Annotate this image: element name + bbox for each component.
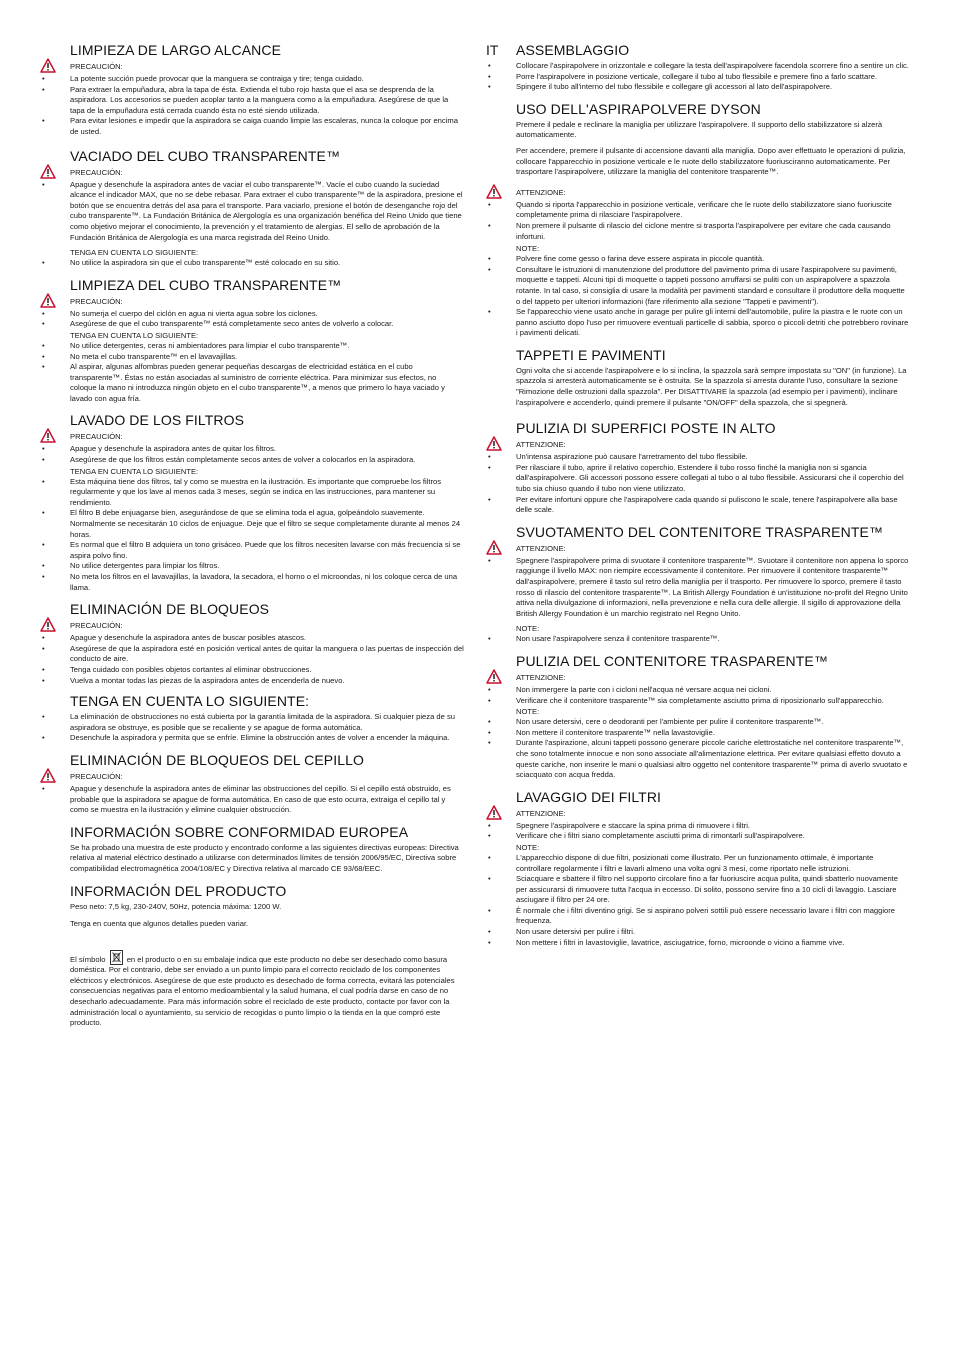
list-item: • El filtro B debe enjuagarse bien, asegurándose de que se elimina toda el agua, golpeándolo suavemente. Normalmente se necesitarán 10 ciclos de enjuague. Deje que el filtro se seque completamente durante al menos 24 horas. xyxy=(40,508,465,540)
caution-label: PRECAUCIÓN: xyxy=(70,62,123,71)
list-item: • Apague y desenchufe la aspiradora antes de quitar los filtros. xyxy=(40,444,465,455)
list-item: • Quando si riporta l'apparecchio in posizione verticale, verificare che le ruote dello stabilizzatore siano fuoriuscite completamente prima di rilasciare l'aspirapolvere. xyxy=(486,200,910,221)
paragraph: Peso neto: 7,5 kg, 230-240V, 50Hz, potencia máxima: 1200 W. xyxy=(70,901,282,911)
list-item: • Durante l'aspirazione, alcuni tappeti possono generare piccole cariche elettrostatiche nel contenitore trasparente™, che sono totalmente innocue e non sono associate all'alimentazione elettrica. Per evitare qualsiasi effetto dovuto a queste cariche, non inserire le mani o qualsiasi altro oggetto nel contenitore trasparente™ prima di averlo svuotato e sciacquato con acqua fredda. xyxy=(486,738,910,780)
section-lavado-filtros xyxy=(40,412,465,593)
list-item: • Non usare detersivi per pulire i filtri. xyxy=(486,927,910,938)
weee-paragraph xyxy=(70,950,465,1029)
list-item: • Apague y desenchufe la aspiradora antes de vaciar el cubo transparente™. Vacíe el cubo cuando la suciedad alcance el indicador MAX, que no se debe rebasar. Para extraer el cubo transparente™ de la aspiradora, presione el botón que se encuentra detrás del asa para el transporte. Para vaciarlo, presione el botón de desenganche rojo del cubo transparente™. La Fundación Británica de Alergología es una organización benéfica del Reino Unido que tiene como objetivo mejorar el conocimiento, la prevención y el tratamiento de alergias. El sello de aprobación de la Fundación Británica de Alergología es una marca registrada del Reino Unido. xyxy=(40,180,465,244)
warning-triangle-icon xyxy=(486,540,502,555)
warning-triangle-icon xyxy=(486,669,502,684)
list-item: • Vuelva a montar todas las piezas de la aspiradora antes de encenderla de nuevo. xyxy=(40,676,465,687)
note-label: TENGA EN CUENTA LO SIGUIENTE: xyxy=(70,466,199,476)
list-item: • Tenga cuidado con posibles objetos cortantes al eliminar obstrucciones. xyxy=(40,665,465,676)
section-title: TAPPETI E PAVIMENTI xyxy=(516,346,666,363)
list-item: • Apague y desenchufe la aspiradora antes de eliminar las obstrucciones del cepillo. Si el cepillo está obstruido, es probable que la aspiradora se apague de forma automática. En caso de que esto ocurra, extraiga el cepillo tal y como se muestra en la ilustración y elimine cualquier obstrucción. xyxy=(40,784,465,816)
list-item: • Un'intensa aspirazione può causare l'arretramento del tubo flessibile. xyxy=(486,452,910,463)
list-item: • Asegúrese de que la aspiradora esté en posición vertical antes de quitar la manguera o las puertas de inspección del conducto de aire. xyxy=(40,644,465,665)
bullet-list xyxy=(40,309,465,330)
section-title: PULIZIA DEL CONTENITORE TRASPARENTE™ xyxy=(516,652,828,669)
bullet-list xyxy=(486,200,910,242)
spanish-column xyxy=(40,42,465,1034)
paragraph: Ogni volta che si accende l'aspirapolvere e lo si inclina, la spazzola sarà sempre impostata su "ON" (in funzione). La spazzola si arresterà automaticamente se è ostruita. Se la spazzola si arresta durante l'uso, consultare la sezione "Rimozione delle ostruzioni dalla spazzola". Per DISATTIVARE la spazzola (ad esempio per i pavimenti), inclinare l'aspirapolvere e accenderlo, quindi premere il pulsante "ON/OFF" della spazzola, che si spegnerà. xyxy=(516,365,907,407)
note-list xyxy=(486,717,910,781)
section-bloqueos-cepillo xyxy=(40,752,465,816)
note-label: TENGA EN CUENTA LO SIGUIENTE: xyxy=(70,248,199,258)
section-lavaggio-filtri xyxy=(486,789,910,949)
bullet-list xyxy=(40,712,465,744)
list-item: • No sumerja el cuerpo del ciclón en agua ni vierta agua sobre los ciclones. xyxy=(40,309,465,320)
list-item: • Non usare l'aspirapolvere senza il contenitore trasparente™. xyxy=(486,634,910,645)
section-title: ASSEMBLAGGIO xyxy=(516,42,630,58)
section-title: SVUOTAMENTO DEL CONTENITORE TRASPARENTE™ xyxy=(516,523,884,540)
list-item: • Para evitar lesiones e impedir que la aspiradora se caiga cuando limpie las escaleras, nunca la coloque por encima de usted. xyxy=(40,116,465,137)
warning-triangle-icon xyxy=(486,184,502,199)
bullet-list xyxy=(40,444,465,465)
caution-label: PRECAUCIÓN: xyxy=(70,621,123,631)
crossed-bin-icon xyxy=(110,950,123,965)
list-item: • Verificare che il contenitore trasparente™ sia completamente asciutto prima di riposizionarlo sull'apparecchio. xyxy=(486,696,910,707)
section-uso xyxy=(486,101,910,339)
list-item: • Spegnere l'aspirapolvere prima di svuotare il contenitore trasparente™. Svuotare il contenitore non appena lo sporco raggiunge il livello MAX: non riempire eccessivamente il contenitore. Per rimuovere il contenitore trasparente™ dall'aspirapolvere, premere il tasto sul retro della maniglia per il trasporto. Per rimuovere lo sporco, premere il tasto rosso di rilascio del contenitore trasparente™. La British Allergy Foundation è un'istituzione no-profit del Regno Unito attiva nella divulgazione di informazioni, nella prevenzione e nella cura delle allergie. Il sigillo di approvazione della British Allergy Foundation è un marchio registrato nel Regno Unito. xyxy=(486,556,910,620)
warning-triangle-icon xyxy=(40,164,56,179)
note-label: NOTE: xyxy=(516,842,540,852)
section-pulizia-contenitore xyxy=(486,653,910,781)
list-item: • Non mettere i filtri in lavastoviglie, lavatrice, asciugatrice, forno, microonde o vicino a fiamme vive. xyxy=(486,938,910,949)
bullet-list xyxy=(486,821,910,842)
section-vaciado xyxy=(40,148,465,269)
list-item: • No meta los filtros en el lavavajillas, la lavadora, la secadora, el horno o el microondas, ni los coloque cerca de una llama. xyxy=(40,572,465,593)
note-label: TENGA EN CUENTA LO SIGUIENTE: xyxy=(70,330,199,340)
caution-label: PRECAUCIÓN: xyxy=(70,771,123,781)
caution-label: ATTENZIONE: xyxy=(516,187,566,197)
paragraph: Se ha probado una muestra de este producto y encontrado conforme a las siguientes directivas europeas: Directiva relativa al material eléctrico destinado a utilizarse con determinados límites de tensión 2006/95/EC, Directiva sobre compatibilidad electromagnética 2004/108/EC y Directiva relativa al marcado CE 93/68/EEC. xyxy=(70,842,459,873)
section-title: PULIZIA DI SUPERFICI POSTE IN ALTO xyxy=(516,420,776,437)
list-item: • Porre l'aspirapolvere in posizione verticale, collegare il tubo al tubo flessibile e premere fino a farlo scattare. xyxy=(486,72,910,83)
note-list xyxy=(40,477,465,594)
section-title: USO DELL'ASPIRAPOLVERE DYSON xyxy=(516,100,761,117)
section-title: LIMPIEZA DEL CUBO TRANSPARENTE™ xyxy=(70,276,342,293)
list-item: • Para extraer la empuñadura, abra la tapa de ésta. Extienda el tubo rojo hasta que el asa se desprenda de la aspiradora. Los accesorios se pueden acoplar tanto a la manguera como a la empuñadura. Asegúrese de que la tapa de la empuñadura está cerrada cuando ésta no esté siendo utilizada. xyxy=(40,85,465,117)
section-title: ELIMINACIÓN DE BLOQUEOS DEL CEPILLO xyxy=(70,751,364,768)
section-tenga-cuenta xyxy=(40,693,465,744)
paragraph: Premere il pedale e reclinare la maniglia per utilizzare l'aspirapolvere. Il supporto dello stabilizzatore si alzerà automaticamente. xyxy=(516,119,883,140)
list-item: • Esta máquina tiene dos filtros, tal y como se muestra en la ilustración. Es importante que compruebe los filtros regularmente y que los lave al menos cada 3 meses, según se indica en las instrucciones, para mantener su rendimiento. xyxy=(40,477,465,509)
list-item: • Asegúrese de que los filtros están completamente secos antes de volver a colocarlos en la aspiradora. xyxy=(40,455,465,466)
bullet-list xyxy=(40,74,465,138)
list-item: • Es normal que el filtro B adquiera un tono grisáceo. Puede que los filtros necesiten lavarse con más frecuencia si se aspira polvo fino. xyxy=(40,540,465,561)
list-item: • La potente succión puede provocar que la manguera se contraiga y tire; tenga cuidado. xyxy=(40,74,465,85)
warning-triangle-icon xyxy=(40,617,56,632)
bullet-list xyxy=(486,61,910,93)
note-label: NOTE: xyxy=(516,624,540,634)
section-title: VACIADO DEL CUBO TRANSPARENTE™ xyxy=(70,147,341,164)
list-item: • No meta el cubo transparente™ en el lavavajillas. xyxy=(40,352,465,363)
list-item: • No utilice detergentes, ceras ni ambientadores para limpiar el cubo transparente™. xyxy=(40,341,465,352)
caution-label: ATTENZIONE: xyxy=(516,672,566,682)
language-tag: IT xyxy=(486,42,499,58)
list-item: • Sciacquare e sbattere il filtro nel supporto circolare fino a far fuoriuscire acqua pulita, quindi sbatterlo nuovamente per assicurarsi di rimuovere tutta l'acqua in eccesso. Di solito, possono servire fino a 10 cicli di lavaggio. Lasciare asciugare il filtro per 24 ore. xyxy=(486,874,910,906)
bullet-list xyxy=(486,685,910,706)
section-limpieza-cubo xyxy=(40,277,465,405)
list-item: • Non immergere la parte con i cicloni nell'acqua né versare acqua nei cicloni. xyxy=(486,685,910,696)
note-label: NOTE: xyxy=(516,244,540,254)
italian-column xyxy=(486,42,910,948)
list-item: • Spingere il tubo all'interno del tubo flessibile e collegare gli accessori al lato dell'aspirapolvere. xyxy=(486,82,910,93)
paragraph: Per accendere, premere il pulsante di accensione davanti alla maniglia. Dopo aver effettuato le operazioni di pulizia, collocare l'apparecchio in posizione verticale e le ruote dello stabilizzatore fuoriusciranno automaticamente. Per trasportare l'aspirapolvere, utilizzare la maniglia del contenitore trasparente™. xyxy=(516,145,906,177)
section-conformidad xyxy=(40,824,465,875)
list-item: • Polvere fine come gesso o farina deve essere aspirata in piccole quantità. xyxy=(486,254,910,265)
section-superfici xyxy=(486,420,910,516)
list-item: • Non premere il pulsante di rilascio del ciclone mentre si trasporta l'aspirapolvere per evitare che cada causando infortuni. xyxy=(486,221,910,242)
section-svuotamento xyxy=(486,524,910,645)
section-title: LIMPIEZA DE LARGO ALCANCE xyxy=(70,42,282,58)
caution-label: ATTENZIONE: xyxy=(516,543,566,553)
warning-triangle-icon xyxy=(486,805,502,820)
list-item: • L'apparecchio dispone di due filtri, posizionati come illustrato. Per un funzionamento ottimale, è importante controllare regolarmente i filtri e lavarli almeno una volta ogni 3 mesi, come riportato nelle istruzioni. xyxy=(486,853,910,874)
paragraph: Tenga en cuenta que algunos detalles pueden variar. xyxy=(70,919,249,929)
bullet-list xyxy=(40,633,465,686)
list-item: • No utilice la aspiradora sin que el cubo transparente™ esté colocado en su sitio. xyxy=(40,258,465,269)
section-title: LAVADO DE LOS FILTROS xyxy=(70,412,245,429)
list-item: • Desenchufe la aspiradora y permita que se enfríe. Elimine la obstrucción antes de volver a encender la máquina. xyxy=(40,733,465,744)
warning-triangle-icon xyxy=(486,436,502,451)
list-item: • Per evitare infortuni oppure che l'aspirapolvere cada quando si puliscono le scale, tenere l'aspirapolvere alla base delle scale. xyxy=(486,495,910,516)
caution-label: ATTENZIONE: xyxy=(516,440,566,450)
bullet-list xyxy=(486,556,910,620)
list-item: • È normale che i filtri diventino grigi. Se si aspirano polveri sottili può essere necessario lavare i filtri con maggiore frequenza. xyxy=(486,906,910,927)
warning-triangle-icon xyxy=(40,58,56,73)
list-item: • Spegnere l'aspirapolvere e staccare la spina prima di rimuovere i filtri. xyxy=(486,821,910,832)
section-largo-alcance xyxy=(40,42,465,138)
list-item: • La eliminación de obstrucciones no está cubierta por la garantía limitada de la aspiradora. Si cualquier pieza de su aspiradora se obstruye, es posible que se recaliente y se apague de forma automática. xyxy=(40,712,465,733)
list-item: • Al aspirar, algunas alfombras pueden generar pequeñas descargas de electricidad estática en el cubo transparente™. Éstas no están asociadas al suministro de corriente eléctrica. Para minimizar sus efectos, no coloque la mano ni introduzca ningún objeto en el cubo transparente™, a menos que primero lo haya vaciado y lavado con agua fría. xyxy=(40,362,465,404)
section-assemblaggio xyxy=(486,42,910,93)
warning-triangle-icon xyxy=(40,428,56,443)
caution-label: PRECAUCIÓN: xyxy=(70,296,123,306)
list-item: • Apague y desenchufe la aspiradora antes de buscar posibles atascos. xyxy=(40,633,465,644)
list-item: • No utilice detergentes para limpiar los filtros. xyxy=(40,561,465,572)
section-title: ELIMINACIÓN DE BLOQUEOS xyxy=(70,601,270,618)
warning-triangle-icon xyxy=(40,768,56,783)
note-list xyxy=(486,853,910,948)
caution-label: ATTENZIONE: xyxy=(516,808,566,818)
note-list xyxy=(40,258,465,269)
list-item: • Non mettere il contenitore trasparente™ nella lavastoviglie. xyxy=(486,728,910,739)
section-title: INFORMACIÓN DEL PRODUCTO xyxy=(70,882,287,899)
section-tappeti xyxy=(486,347,910,408)
section-title: LAVAGGIO DEI FILTRI xyxy=(516,788,662,805)
bullet-list xyxy=(486,452,910,516)
caution-label: PRECAUCIÓN: xyxy=(70,432,123,442)
list-item: • Verificare che i filtri siano completamente asciutti prima di rimontarli sull'aspirapolvere. xyxy=(486,831,910,842)
note-list xyxy=(486,254,910,339)
weee-text-post: en el producto o en su embalaje indica que este producto no debe ser desechado como basura doméstica. Por el contrario, debe ser enviado a un punto limpio para el correcto reciclado de los componentes eléctricos y electrónicos. Asegúrese de que este producto es desechado de forma correcta, evitará las potenciales consecuencias negativas para el entorno medioambiental y la salud humana, el cual podría darse en caso de no desecharlo adecuadamente. Para más información sobre el reciclado de este producto, contacte por favor con la administración local o ayuntamiento, su servicio de recogidas o punto limpio o la tienda en la que compró este producto. xyxy=(70,954,455,1028)
list-item: • Collocare l'aspirapolvere in orizzontale e collegare la testa dell'aspirapolvere facendola scorrere fino a sentire un clic. xyxy=(486,61,910,72)
list-item: • Asegúrese de que el cubo transparente™ está completamente seco antes de volverlo a colocar. xyxy=(40,319,465,330)
list-item: • Per rilasciare il tubo, aprire il relativo coperchio. Estendere il tubo rosso finché la maniglia non si sgancia dall'aspirapolvere. Gli accessori possono essere collegati al tubo o al tubo flessibile. Assicurarsi che il coperchio del tubo sia chiuso quando il tubo non viene utilizzato. xyxy=(486,463,910,495)
list-item: • Consultare le istruzioni di manutenzione del produttore del pavimento prima di usare l'aspirapolvere su pavimenti, moquette e tappeti. Alcuni tipi di moquette o tappeti possono arruffarsi se puliti con un aspirapolvere a spazzola rotante. In tal caso, si consiglia di usare la modalità per pavimenti standard e consultare il produttore della moquette o del tappeto per ulteriori informazioni (fare riferimento alla sezione "Tappeti e pavimenti"). xyxy=(486,265,910,307)
section-title: TENGA EN CUENTA LO SIGUIENTE: xyxy=(70,693,310,710)
section-title: INFORMACIÓN SOBRE CONFORMIDAD EUROPEA xyxy=(70,823,409,840)
bullet-list xyxy=(40,180,465,244)
list-item: • Non usare detersivi, cere o deodoranti per l'ambiente per pulire il contenitore trasparente™. xyxy=(486,717,910,728)
note-list xyxy=(40,341,465,405)
note-label: NOTE: xyxy=(516,707,540,717)
warning-triangle-icon xyxy=(40,293,56,308)
note-list xyxy=(486,634,910,645)
caution-label: PRECAUCIÓN: xyxy=(70,167,123,177)
list-item: • Se l'apparecchio viene usato anche in garage per pulire gli interni dell'automobile, pulire la piastra e le ruote con un panno asciutto dopo l'uso per rimuovere eventuali particelle di sabbia, sporco o piccoli detriti che potrebbero rovinare i pavimenti delicati. xyxy=(486,307,910,339)
section-producto xyxy=(40,883,465,1029)
weee-text-pre: El símbolo xyxy=(70,954,106,964)
section-bloqueos xyxy=(40,601,465,686)
bullet-list xyxy=(40,784,465,816)
